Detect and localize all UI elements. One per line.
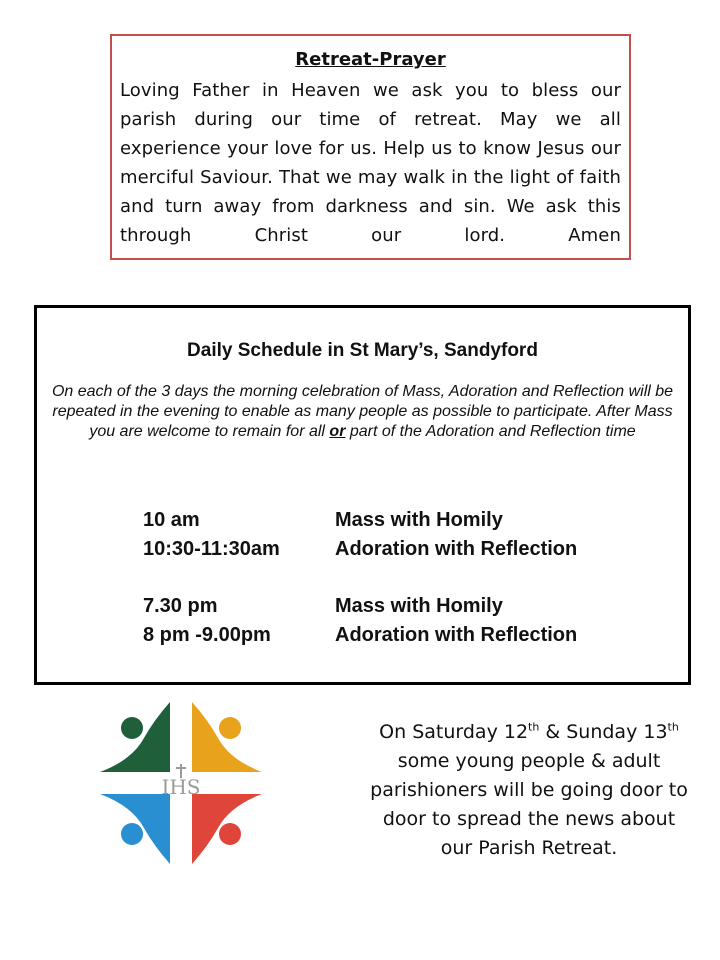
- schedule-time: 8 pm -9.00pm: [143, 624, 271, 646]
- schedule-times: [143, 506, 663, 650]
- intro-text-start: On each of the 3 days the morning celebration of Mass, Adoration and Reflection will be repeated in the evening to enable as many people as possible to participate. After Mass you are welcome to remain for all: [51, 383, 674, 440]
- retreat-prayer-box: [110, 34, 631, 260]
- schedule-event: Adoration with Reflection: [335, 538, 578, 560]
- intro-or-emphasis: or: [329, 423, 346, 440]
- schedule-row: [143, 506, 663, 535]
- schedule-time: 10 am: [143, 509, 200, 531]
- prayer-title: Retreat-Prayer: [295, 49, 446, 70]
- schedule-event: Adoration with Reflection: [335, 624, 578, 646]
- notice-superscript: th: [667, 720, 679, 734]
- schedule-title: Daily Schedule in St Mary’s, Sandyford: [187, 340, 538, 361]
- logo-ihs-text: IHS: [161, 775, 201, 799]
- notice-text: some young people & adult parishioners will be going door to door to spread the news about our Parish Retreat.: [370, 750, 688, 859]
- schedule-row: [143, 621, 663, 650]
- notice-superscript: th: [528, 720, 540, 734]
- logo-graphic: [92, 698, 270, 868]
- parish-retreat-logo: [92, 698, 270, 868]
- schedule-row: [143, 592, 663, 621]
- schedule-time: 7.30 pm: [143, 595, 218, 617]
- schedule-intro: [51, 382, 674, 442]
- schedule-event: Mass with Homily: [335, 595, 503, 617]
- notice-text: & Sunday 13: [539, 721, 668, 743]
- door-to-door-notice: [366, 718, 692, 863]
- schedule-event: Mass with Homily: [335, 509, 503, 531]
- schedule-time: 10:30-11:30am: [143, 538, 280, 560]
- schedule-row: [143, 535, 663, 564]
- intro-text-end: part of the Adoration and Reflection time: [345, 423, 636, 440]
- schedule-box: [34, 305, 691, 685]
- notice-text: On Saturday 12: [379, 721, 529, 743]
- prayer-text: Loving Father in Heaven we ask you to bless our parish during our time of retreat. May we all experience your love for us. Help us to know Jesus our merciful Saviour. That we may walk in the light of faith and turn away from darkness and sin. We ask this through Christ our lord. Amen: [120, 80, 621, 246]
